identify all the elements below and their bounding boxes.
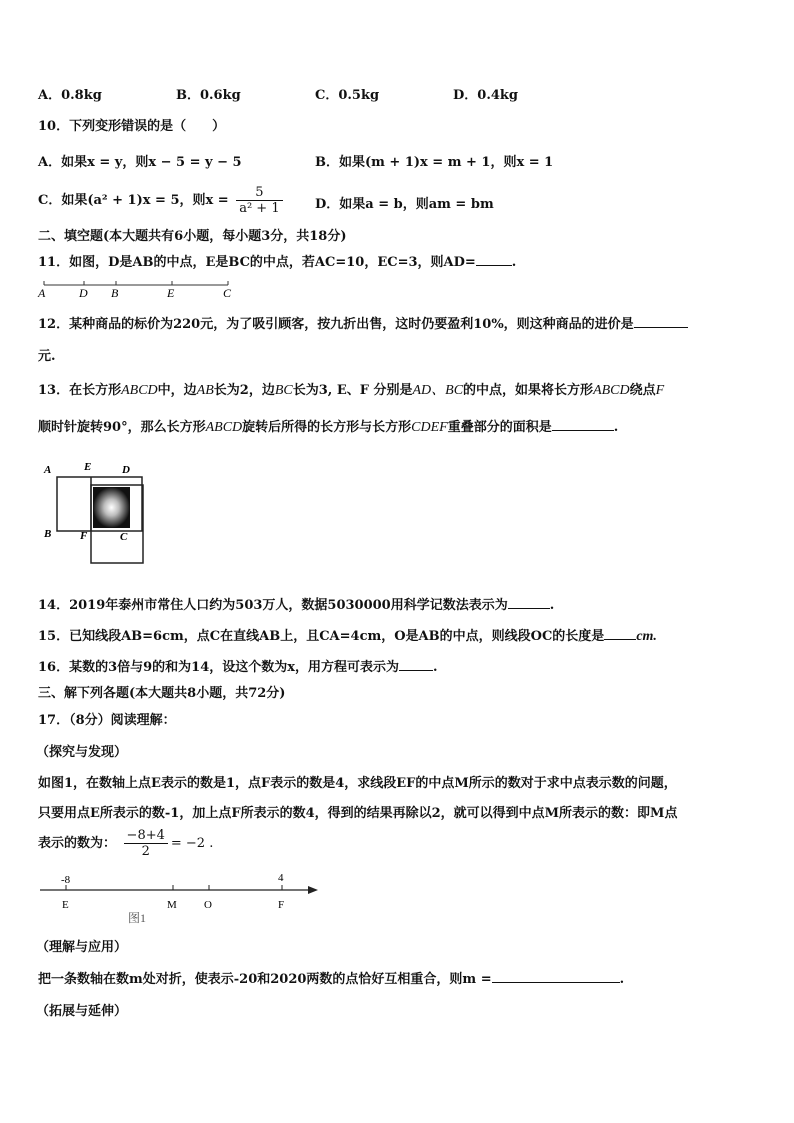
answer-blank — [399, 658, 433, 671]
q17-paragraph1: 如图1，在数轴上点E表示的数是1，点F表示的数是4，求线段EF的中点M所示的数对于求中点表示数的问题， — [38, 776, 677, 791]
point-e: E — [62, 899, 69, 911]
q17-subheading-extend: （拓展与延伸） — [36, 1004, 128, 1019]
q10-stem: 10．下列变形错误的是（ ） — [38, 119, 226, 134]
point-o: O — [204, 899, 212, 911]
q10-option-c-fraction — [236, 185, 282, 216]
q16-text: 16．某数的3倍与9的和为14，设这个数为x，用方程可表示为 . — [38, 660, 438, 675]
q12-line2: 元. — [38, 349, 56, 364]
point-label-d: D — [79, 286, 88, 300]
point-label-e: E — [167, 286, 175, 300]
q10-option-c-text: C．如果(a² + 1)x = 5，则x = — [38, 193, 229, 208]
q12-line1: 12．某种商品的标价为220元，为了吸引顾客，按九折出售，这时仍要盈利10%，则这种商品的进价是 — [38, 313, 688, 332]
q9-option-a: A．0.8kg — [38, 88, 102, 103]
fraction-denominator: 2 — [141, 844, 150, 859]
q11-segment-figure — [36, 279, 236, 301]
q17-subheading-explore: （探究与发现） — [36, 745, 128, 760]
point-label-b: B — [111, 286, 119, 300]
q13-line2: 顺时针旋转90°，那么长方形ABCD旋转后所得的长方形与长方形CDEF重叠部分的面积是 . — [38, 420, 619, 435]
point-label-a: A — [38, 286, 46, 300]
q17-paragraph4: 把一条数轴在数m处对折，使表示-20和2020两数的点恰好互相重合，则m = . — [38, 972, 625, 987]
q17-subheading-apply: （理解与应用） — [36, 940, 128, 955]
fraction-denominator: a² + 1 — [239, 201, 280, 216]
answer-blank — [604, 627, 636, 640]
q10-option-a: A．如果x = y，则x − 5 = y − 5 — [38, 155, 242, 170]
q13-rectangle-figure — [38, 456, 158, 568]
label-e: E — [84, 461, 92, 473]
q17-fraction — [124, 828, 168, 859]
fraction-numerator: 5 — [236, 185, 282, 201]
q11-text: 11．如图，D是AB的中点，E是BC的中点，若AC=10，EC=3，则AD= . — [38, 255, 517, 270]
fraction-numerator: −8+4 — [124, 828, 168, 844]
label-b: B — [44, 528, 52, 540]
answer-blank — [552, 418, 614, 431]
answer-blank — [492, 970, 620, 983]
q17-paragraph3: 表示的数为： $\frac{-8+4}{2}$ = −2 . — [38, 828, 214, 859]
section-fill-in-heading: 二、填空题(本大题共有6小题，每小题3分，共18分) — [38, 229, 347, 244]
q17-number-line-figure — [38, 866, 328, 928]
q9-option-b: B．0.6kg — [176, 88, 241, 103]
section-solve-heading: 三、解下列各题(本大题共8小题，共72分) — [38, 686, 286, 701]
label-d: D — [122, 464, 130, 476]
answer-blank — [476, 253, 512, 266]
q15-text: 15．已知线段AB=6cm，点C在直线AB上，且CA=4cm，O是AB的中点，则线段OC的长度是 cm. — [38, 629, 657, 644]
point-m: M — [167, 899, 177, 911]
answer-blank — [634, 315, 688, 328]
figure-caption: 图1 — [128, 911, 147, 925]
q9-option-d: D．0.4kg — [453, 88, 518, 103]
q10-option-d: D．如果a = b，则am = bm — [315, 197, 494, 212]
point-f: F — [278, 899, 285, 911]
q17-title: 17．（8分）阅读理解： — [38, 713, 176, 728]
q14-text: 14．2019年泰州市常住人口约为503万人，数据5030000用科学记数法表示为 . — [38, 598, 555, 613]
tick-label-minus8: -8 — [61, 874, 71, 886]
answer-blank — [508, 596, 550, 609]
tick-label-4: 4 — [278, 872, 284, 884]
q13-line1: 13．在长方形ABCD中，边AB长为2，边BC长为3, E、F 分别是AD、BC的中点，如果将长方形ABCD绕点F — [38, 383, 665, 398]
q10-option-c — [38, 185, 286, 216]
q9-option-c: C．0.5kg — [315, 88, 380, 103]
label-a: A — [44, 464, 52, 476]
label-f: F — [80, 530, 88, 542]
overlap-region — [93, 487, 130, 528]
q10-option-b: B．如果(m + 1)x = m + 1，则x = 1 — [315, 155, 554, 170]
point-label-c: C — [223, 286, 232, 300]
q17-paragraph2: 只要用点E所表示的数-1，加上点F所表示的数4，得到的结果再除以2，就可以得到中点M所表示的数：即M点 — [38, 806, 678, 821]
label-c: C — [120, 531, 128, 543]
